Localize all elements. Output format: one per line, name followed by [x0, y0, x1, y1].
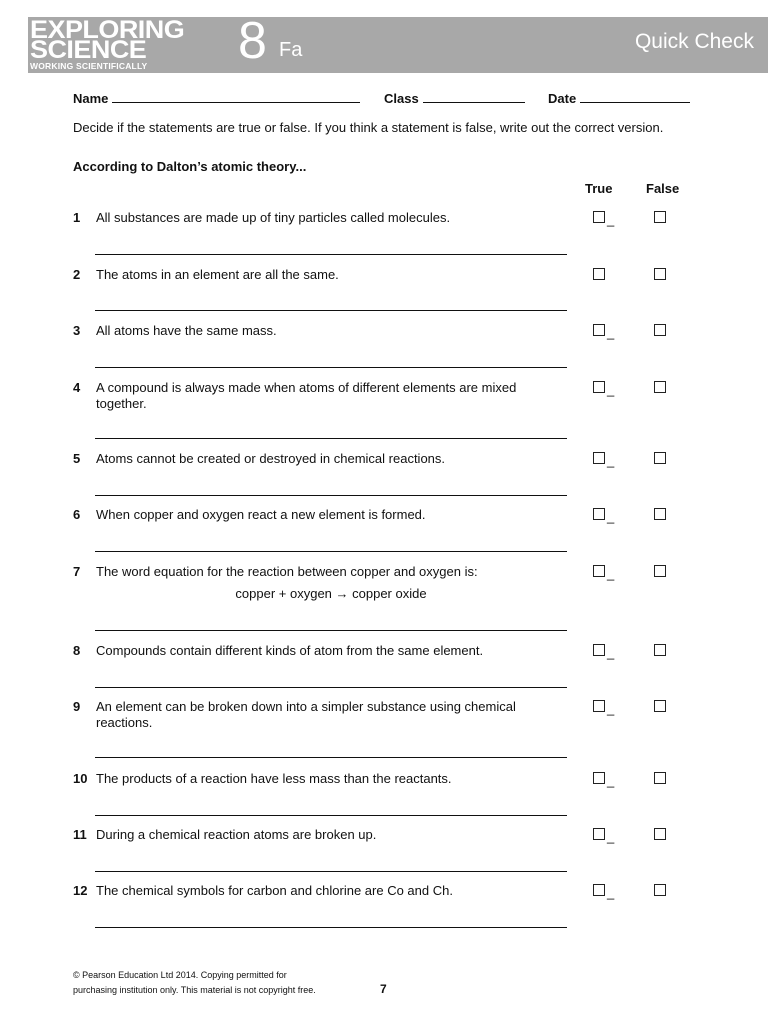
- checkbox-underscore: _: [607, 325, 615, 340]
- question-statement: The word equation for the reaction between copper and oxygen is:: [96, 564, 478, 579]
- false-checkbox[interactable]: [654, 268, 666, 280]
- date-line[interactable]: [580, 90, 690, 103]
- true-checkbox[interactable]: [593, 508, 605, 520]
- question-number: 11: [73, 827, 87, 842]
- false-checkbox[interactable]: [654, 884, 666, 896]
- question-statement: During a chemical reaction atoms are broken up.: [96, 827, 377, 842]
- checkbox-underscore: _: [607, 645, 615, 660]
- logo-line-3: WORKING SCIENTIFICALLY: [30, 61, 148, 71]
- answer-line[interactable]: [95, 254, 567, 255]
- unit-number: 8: [238, 12, 267, 70]
- name-line[interactable]: [112, 90, 360, 103]
- true-checkbox[interactable]: [593, 772, 605, 784]
- class-field[interactable]: [384, 90, 525, 106]
- question-statement: The products of a reaction have less mass than the reactants.: [96, 771, 452, 786]
- false-checkbox[interactable]: [654, 828, 666, 840]
- answer-line[interactable]: [95, 551, 567, 552]
- header-bar: [28, 12, 768, 73]
- question-statement: Atoms cannot be created or destroyed in chemical reactions.: [96, 451, 446, 466]
- question-statement: When copper and oxygen react a new element is formed.: [96, 507, 426, 522]
- answer-line[interactable]: [95, 438, 567, 439]
- checkbox-underscore: _: [607, 829, 615, 844]
- true-checkbox[interactable]: [593, 452, 605, 464]
- true-checkbox[interactable]: [593, 324, 605, 336]
- false-checkbox[interactable]: [654, 772, 666, 784]
- true-checkbox[interactable]: [593, 381, 605, 393]
- true-checkbox[interactable]: [593, 828, 605, 840]
- unit-letters: Fa: [279, 39, 303, 61]
- question-number: 6: [73, 507, 81, 522]
- page-number: 7: [380, 982, 387, 996]
- question-statement: Compounds contain different kinds of atom from the same element.: [96, 643, 484, 658]
- copyright-line-1: © Pearson Education Ltd 2014. Copying permitted for: [73, 970, 287, 980]
- checkbox-underscore: _: [607, 453, 615, 468]
- question-statement: All atoms have the same mass.: [96, 323, 277, 338]
- answer-line[interactable]: [95, 757, 567, 758]
- false-checkbox[interactable]: [654, 452, 666, 464]
- checkbox-underscore: _: [607, 212, 615, 227]
- answer-line[interactable]: [95, 871, 567, 872]
- answer-line[interactable]: [95, 687, 567, 688]
- word-equation: copper + oxygen → copper oxide: [235, 586, 427, 601]
- false-checkbox[interactable]: [654, 381, 666, 393]
- question-number: 5: [73, 451, 81, 466]
- logo-line-2: SCIENCE: [30, 36, 147, 64]
- answer-line[interactable]: [95, 630, 567, 631]
- false-checkbox[interactable]: [654, 211, 666, 223]
- copyright-line-2: purchasing institution only. This material is not copyright free.: [73, 985, 316, 995]
- false-checkbox[interactable]: [654, 644, 666, 656]
- question-statement: All substances are made up of tiny particles called molecules.: [96, 210, 451, 225]
- page-title: Quick Check: [634, 30, 754, 53]
- question-number: 8: [73, 643, 81, 658]
- answer-line[interactable]: [95, 927, 567, 928]
- question-number: 9: [73, 699, 81, 714]
- question-number: 3: [73, 323, 81, 338]
- answer-line[interactable]: [95, 495, 567, 496]
- false-checkbox[interactable]: [654, 508, 666, 520]
- subheading: According to Dalton’s atomic theory...: [73, 159, 307, 174]
- checkbox-underscore: _: [607, 566, 615, 581]
- true-checkbox[interactable]: [593, 884, 605, 896]
- false-checkbox[interactable]: [654, 324, 666, 336]
- checkbox-underscore: _: [607, 773, 615, 788]
- answer-line[interactable]: [95, 310, 567, 311]
- false-checkbox[interactable]: [654, 700, 666, 712]
- date-field[interactable]: [548, 90, 690, 106]
- question-number: 10: [73, 771, 88, 786]
- true-checkbox[interactable]: [593, 644, 605, 656]
- true-checkbox[interactable]: [593, 700, 605, 712]
- question-number: 1: [73, 210, 81, 225]
- question-number: 2: [73, 267, 81, 282]
- question-statement: A compound is always made when atoms of different elements are mixed together.: [96, 380, 517, 411]
- false-checkbox[interactable]: [654, 565, 666, 577]
- date-label: Date: [548, 91, 577, 106]
- question-statement: An element can be broken down into a simpler substance using chemical reactions.: [96, 699, 516, 730]
- question-number: 4: [73, 380, 81, 395]
- true-checkbox[interactable]: [593, 268, 605, 280]
- true-column-heading: True: [585, 181, 613, 196]
- checkbox-underscore: _: [607, 382, 615, 397]
- checkbox-underscore: _: [607, 509, 615, 524]
- question-number: 12: [73, 883, 88, 898]
- exploring-science-logo: [30, 16, 220, 71]
- logo-line-1: EXPLORING: [30, 16, 185, 44]
- true-checkbox[interactable]: [593, 211, 605, 223]
- name-field[interactable]: [73, 90, 360, 106]
- instructions: Decide if the statements are true or false. If you think a statement is false, write out the correct version.: [73, 120, 664, 135]
- answer-line[interactable]: [95, 815, 567, 816]
- checkbox-underscore: _: [607, 885, 615, 900]
- question-statement: The chemical symbols for carbon and chlorine are Co and Ch.: [96, 883, 453, 898]
- name-label: Name: [73, 91, 109, 106]
- question-statement: The atoms in an element are all the same.: [96, 267, 339, 282]
- class-label: Class: [384, 91, 419, 106]
- false-column-heading: False: [646, 181, 680, 196]
- question-number: 7: [73, 564, 81, 579]
- copyright-footer: [73, 968, 316, 998]
- class-line[interactable]: [423, 90, 525, 103]
- true-checkbox[interactable]: [593, 565, 605, 577]
- checkbox-underscore: _: [607, 701, 615, 716]
- answer-line[interactable]: [95, 367, 567, 368]
